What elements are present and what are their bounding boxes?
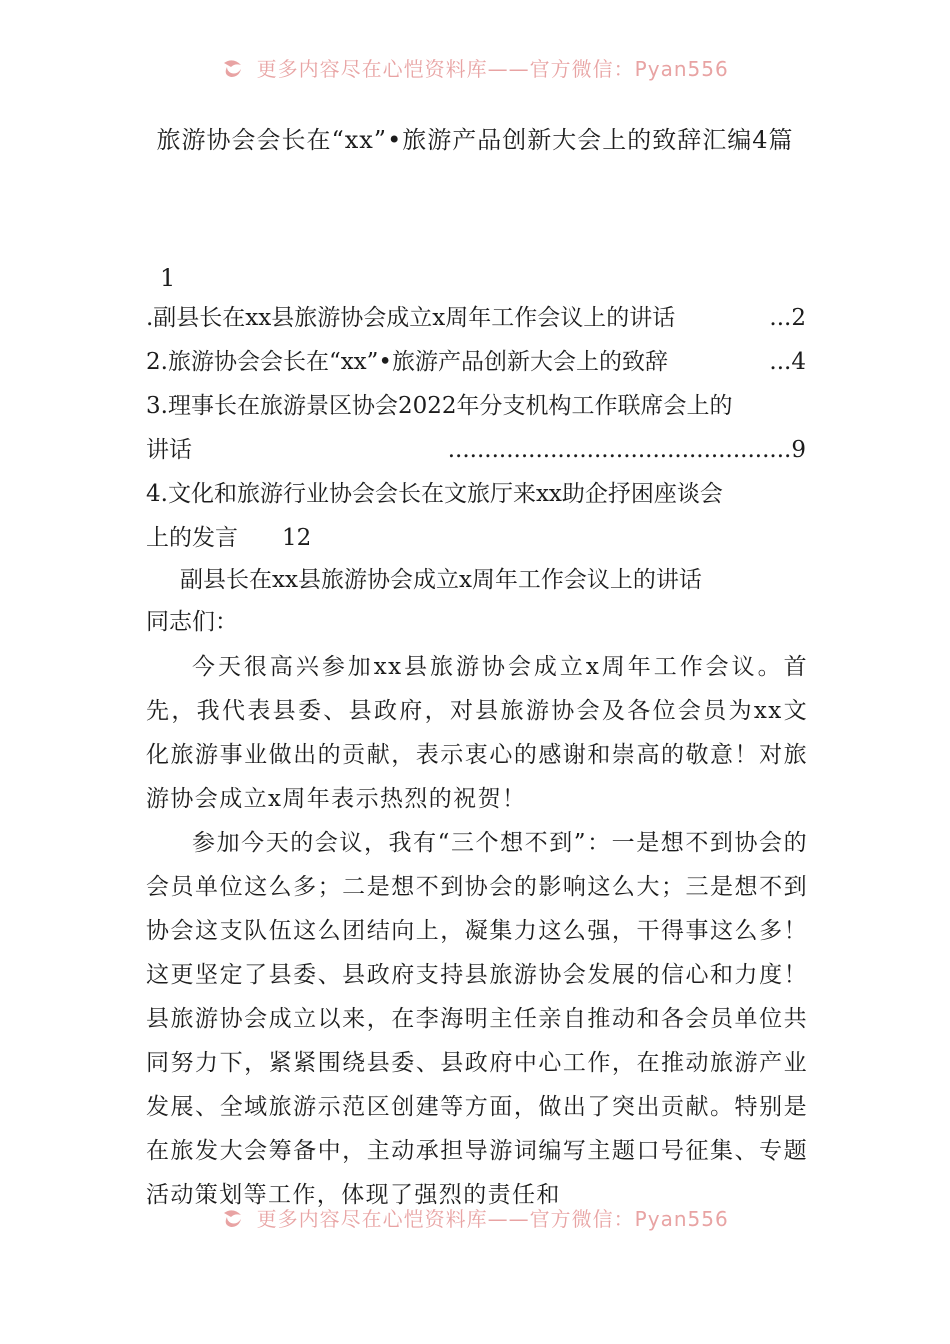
- toc-entry-1[interactable]: [146, 296, 806, 340]
- toc-page-number: 4: [791, 349, 806, 375]
- toc-entry-2[interactable]: [146, 340, 806, 384]
- document-title: 旅游协会会长在“xx”•旅游产品创新大会上的致辞汇编4篇: [156, 126, 794, 154]
- toc-entry-text: .副县长在xx县旅游协会成立x周年工作会议上的讲话: [146, 305, 676, 331]
- toc-entry-4[interactable]: [146, 472, 806, 516]
- watermark-text: 更多内容尽在心恺资料库——官方微信：Pyan556: [256, 1207, 729, 1231]
- paragraph: 今天很高兴参加xx县旅游协会成立x周年工作会议。首先，我代表县委、县政府，对县旅游协会及各位会员为xx文化旅游事业做出的贡献，表示衷心的感谢和崇高的敬意！对旅游协会成立x周年表示热烈的祝贺！: [146, 654, 808, 812]
- watermark-logo-icon: [221, 59, 245, 79]
- watermark-logo-icon: [221, 1209, 245, 1229]
- toc-dot-leader: [723, 472, 806, 516]
- section-heading: 副县长在xx县旅游协会成立x周年工作会议上的讲话: [180, 567, 702, 593]
- toc-page-number: 12: [282, 525, 312, 551]
- toc-dot-leader: ...: [769, 349, 792, 375]
- toc-entry-3[interactable]: [146, 384, 806, 428]
- toc-entry-text: 2.旅游协会会长在“xx”•旅游产品创新大会上的致辞: [146, 349, 668, 375]
- toc-page-number: 9: [791, 437, 806, 463]
- toc-page-number: 2: [791, 305, 806, 331]
- watermark-header: [0, 56, 950, 82]
- table-of-contents: [146, 296, 806, 560]
- salutation: 同志们：: [146, 609, 238, 635]
- toc-entry-text: 讲话: [146, 437, 192, 463]
- toc-dot-leader: ...............................................: [447, 437, 792, 463]
- toc-number: 1: [160, 264, 176, 292]
- watermark-text: 更多内容尽在心恺资料库——官方微信：Pyan556: [256, 57, 729, 81]
- toc-dot-leader: ...: [769, 305, 792, 331]
- toc-entry-text: 3.理事长在旅游景区协会2022年分支机构工作联席会上的: [146, 393, 733, 419]
- toc-dot-leader: [732, 384, 806, 428]
- toc-entry-text: 上的发言: [146, 525, 238, 551]
- body-text: [146, 645, 808, 1217]
- toc-entry-3-continued[interactable]: [146, 428, 806, 472]
- paragraph: 参加今天的会议，我有“三个想不到”：一是想不到协会的会员单位这么多；二是想不到协会的影响这么大；三是想不到协会这支队伍这么团结向上，凝集力这么强，干得事这么多！这更坚定了县委、县政府支持县旅游协会发展的信心和力度！县旅游协会成立以来，在李海明主任亲自推动和各会员单位共同努力下，紧紧围绕县委、县政府中心工作，在推动旅游产业发展、全域旅游示范区创建等方面，做出了突出贡献。特别是在旅发大会筹备中，主动承担导游词编写主题口号征集、专题活动策划等工作，体现了强烈的责任和: [146, 830, 808, 1208]
- watermark-footer: [0, 1206, 950, 1232]
- toc-entry-text: 4.文化和旅游行业协会会长在文旅厅来xx助企抒困座谈会: [146, 481, 723, 507]
- toc-entry-4-continued[interactable]: [146, 516, 806, 560]
